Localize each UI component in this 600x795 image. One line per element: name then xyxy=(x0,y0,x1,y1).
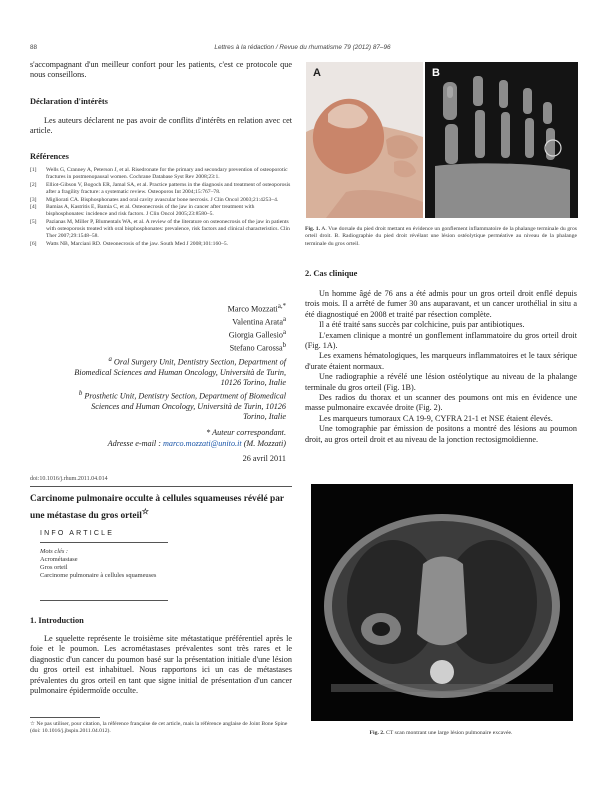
reference-number: [3] xyxy=(30,196,37,203)
keyword-item: Acrométastase xyxy=(40,556,78,563)
ct-scan-illustration xyxy=(311,484,573,721)
figure-1a-photo xyxy=(306,62,423,218)
author-line xyxy=(30,328,286,341)
email-label: Adresse e-mail : xyxy=(107,438,163,448)
references-heading: Références xyxy=(30,152,69,161)
reference-number: [4] xyxy=(30,204,37,211)
reference-number: [6] xyxy=(30,240,37,247)
author-line xyxy=(30,315,286,328)
reference-text: Elliot-Gibson V, Bogoch ER, Jamal SA, et al. Practice patterns in the diagnosis and treatment of osteoporosis after a fragility fracture: a systematic review. Osteoporos Int 2004;15:767–78. xyxy=(46,181,291,195)
info-divider xyxy=(40,542,168,543)
section-divider xyxy=(30,486,292,487)
email-line xyxy=(30,439,286,449)
title-footnote-mark: ☆ xyxy=(141,506,149,516)
affiliation-b xyxy=(30,389,286,423)
case-paragraph: Un homme âgé de 76 ans a été admis pour un gros orteil droit enflé depuis trois mois. Il a arrêté de fumer 30 ans auparavant, et un cancer urothélial in situ a été diagnostiqué en 2008 et traité par résection complète. xyxy=(305,289,577,319)
figure-2-caption-text: CT scan montrant une large lésion pulmonaire excavée. xyxy=(385,730,513,736)
reference-item xyxy=(30,167,292,181)
intro-heading: 1. Introduction xyxy=(30,616,84,625)
author-name: Marco Mozzati xyxy=(227,304,278,314)
case-paragraph: Une tomographie par émission de positons a montré des lésions au poumon droit, au gros orteil droit et au niveau de la jonction rectosigmoïdienne. xyxy=(305,424,577,444)
figure-2-ct-scan xyxy=(311,484,573,721)
xray-illustration xyxy=(425,62,578,218)
footnote-divider xyxy=(30,717,100,718)
case-heading: 2. Cas clinique xyxy=(305,269,358,278)
journal-title: Lettres à la rédaction / Revue du rhumatisme 79 (2012) 87–96 xyxy=(214,44,391,51)
reference-number: [1] xyxy=(30,167,37,173)
info-heading: INFO ARTICLE xyxy=(40,530,115,537)
conflict-block xyxy=(30,116,292,137)
reference-text: Watts NB, Marciani RD. Osteonecrosis of the jaw. South Med J 2008;101:160–5. xyxy=(46,240,229,247)
reference-item xyxy=(30,197,292,204)
keyword-item: Carcinome pulmonaire à cellules squameuses xyxy=(40,572,157,579)
reference-text: Wells G, Cranney A, Peterson J, et al. Risedronate for the primary and secondary prevention of osteoporotic fractures in postmenopausal women. Cochrane Database Syst Rev 2008;23:1. xyxy=(46,167,288,181)
author-mark: b xyxy=(282,342,286,350)
reference-item xyxy=(30,219,292,240)
author-name: Giorgia Gallesio xyxy=(228,331,283,341)
case-paragraph: L'examen clinique a montré un gonflement inflammatoire du gros orteil droit (Fig. 1A). xyxy=(305,330,577,351)
keywords-label: Mots clés : xyxy=(40,548,69,555)
keywords-block xyxy=(40,548,168,580)
figure-1-label-a: A xyxy=(313,67,321,79)
author-name: Valentina Arata xyxy=(232,317,283,327)
author-mark: a xyxy=(282,316,286,324)
case-paragraph: Les marqueurs tumoraux CA 19-9, CYFRA 21-1 et NSE étaient élevés. xyxy=(319,413,553,423)
intro-paragraph: Le squelette représente le troisième site métastatique préférentiel après le foie et le poumon. Les acrométastases prévalentes sont très rares et le diagnostic d'un cancer du poumon basé sur la présentation initiale d'une lésion du gros orteil est inhabituel. Nous rapportons ici un cas de métastases prévalentes du gros orteil en tant que signe initial de présentation d'un cancer pulmonaire épidermoïde occulte. xyxy=(30,634,292,696)
figure-1-caption xyxy=(305,226,577,248)
figure-1-label-b: B xyxy=(432,67,440,79)
reference-list xyxy=(30,167,292,249)
author-line xyxy=(30,302,286,315)
case-paragraph: Les examens hématologiques, les marqueurs inflammatoires et le taux sérique d'urate étaient normaux. xyxy=(305,351,577,371)
continued-text-block xyxy=(30,60,292,81)
reference-text: Pazianas M, Miller P, Blumentals WA, et al. A review of the literature on osteonecrosis of the jaw in patients with osteoporosis treated with oral bisphosphonates: prevalence, risk factors and clinical characteristics. Clin Ther 2007;29:1548–58. xyxy=(46,219,290,240)
affiliation-a xyxy=(30,355,286,389)
article-title-text: Carcinome pulmonaire occulte à cellules squameuses révélé par une métastase du gros orteil xyxy=(30,494,284,521)
email-suffix: (M. Mozzati) xyxy=(241,438,286,448)
figure-1b-xray xyxy=(425,62,578,218)
affiliation-text: Prosthetic Unit, Dentistry Section, Department of Biomedical Sciences and Human Oncology, Università de Turin, 10126 Torino, Italie xyxy=(84,391,286,422)
reference-item xyxy=(30,182,292,196)
footnote-text: Ne pas utiliser, pour citation, la référence française de cet article, mais la référence anglaise de Joint Bone Spine (doi: 10.1016/j.jbspin.2011.04.012). xyxy=(30,721,288,735)
case-paragraph: Une radiographie a révélé une lésion ostéolytique au niveau de la phalange terminale du gros orteil (Fig. 1B). xyxy=(305,372,577,392)
author-name: Stefano Carossa xyxy=(229,344,283,354)
footnote xyxy=(30,721,292,735)
author-mark: a,* xyxy=(277,303,286,310)
conflict-heading: Déclaration d'intérêts xyxy=(30,97,108,106)
doi-line[interactable]: doi:10.1016/j.rhum.2011.04.014 xyxy=(30,476,108,482)
continued-paragraph: s'accompagnant d'un meilleur confort pour les patients, c'est ce protocole que nous conseillons. xyxy=(30,60,292,80)
case-paragraph: Des radios du thorax et un scanner des poumons ont mis en évidence une masse pulmonaire excavée droite (Fig. 2). xyxy=(305,393,577,413)
affiliation-mark: b xyxy=(78,389,83,397)
case-paragraph: Il a été traité sans succès par colchicine, puis par antibiotiques. xyxy=(319,320,525,330)
reference-number: [2] xyxy=(30,181,37,188)
reference-item xyxy=(30,241,292,248)
corresponding-note: * Auteur correspondant. xyxy=(206,428,286,438)
affiliation-mark: a xyxy=(108,355,112,363)
reference-text: Migliorati CA. Bisphosphonates and oral cavity avascular bone necrosis. J Clin Oncol 2003;21:4253–4. xyxy=(46,196,279,203)
keyword-item: Gros orteil xyxy=(40,564,68,571)
figure-2-caption xyxy=(305,730,577,737)
page-number: 88 xyxy=(30,44,38,51)
figure-2-caption-label: Fig. 2. xyxy=(369,730,385,736)
figure-1-caption-label: Fig. 1. xyxy=(305,226,321,232)
keywords-divider xyxy=(40,600,168,601)
conflict-paragraph: Les auteurs déclarent ne pas avoir de conflits d'intérêts en relation avec cet article. xyxy=(30,116,292,136)
reference-number: [5] xyxy=(30,219,37,226)
footnote-mark: ☆ xyxy=(30,721,36,727)
affiliation-text: Oral Surgery Unit, Dentistry Section, Department of Biomedical Sciences and Human Oncology, Università de Turin, 10126 Torino, Italie xyxy=(74,357,286,388)
author-mark: a xyxy=(282,329,286,337)
email-link[interactable]: marco.mozzati@unito.it xyxy=(163,438,242,448)
author-line xyxy=(30,341,286,354)
reference-item xyxy=(30,204,292,218)
letter-date: 26 avril 2011 xyxy=(242,454,286,464)
reference-text: Bamias A, Kastritis E, Bamia C, et al. Osteonecrosis of the jaw in cancer after treatment with bisphosphonates: incidence and risk factors. J Clin Oncol 2005;23:8580–5. xyxy=(46,204,255,218)
figure-1-caption-text: A. Vue dorsale du pied droit mettant en évidence un gonflement inflammatoire de la phalange terminale du gros orteil droit. B. Radiographie du pied droit révélant une lésion ostéolytique perméative au niveau de la phalange terminale du gros orteil. xyxy=(305,226,578,247)
intro-block xyxy=(30,634,292,696)
case-block xyxy=(305,289,577,445)
toe-photo-illustration xyxy=(306,62,423,218)
article-title xyxy=(30,494,292,522)
signature-block xyxy=(30,302,286,465)
